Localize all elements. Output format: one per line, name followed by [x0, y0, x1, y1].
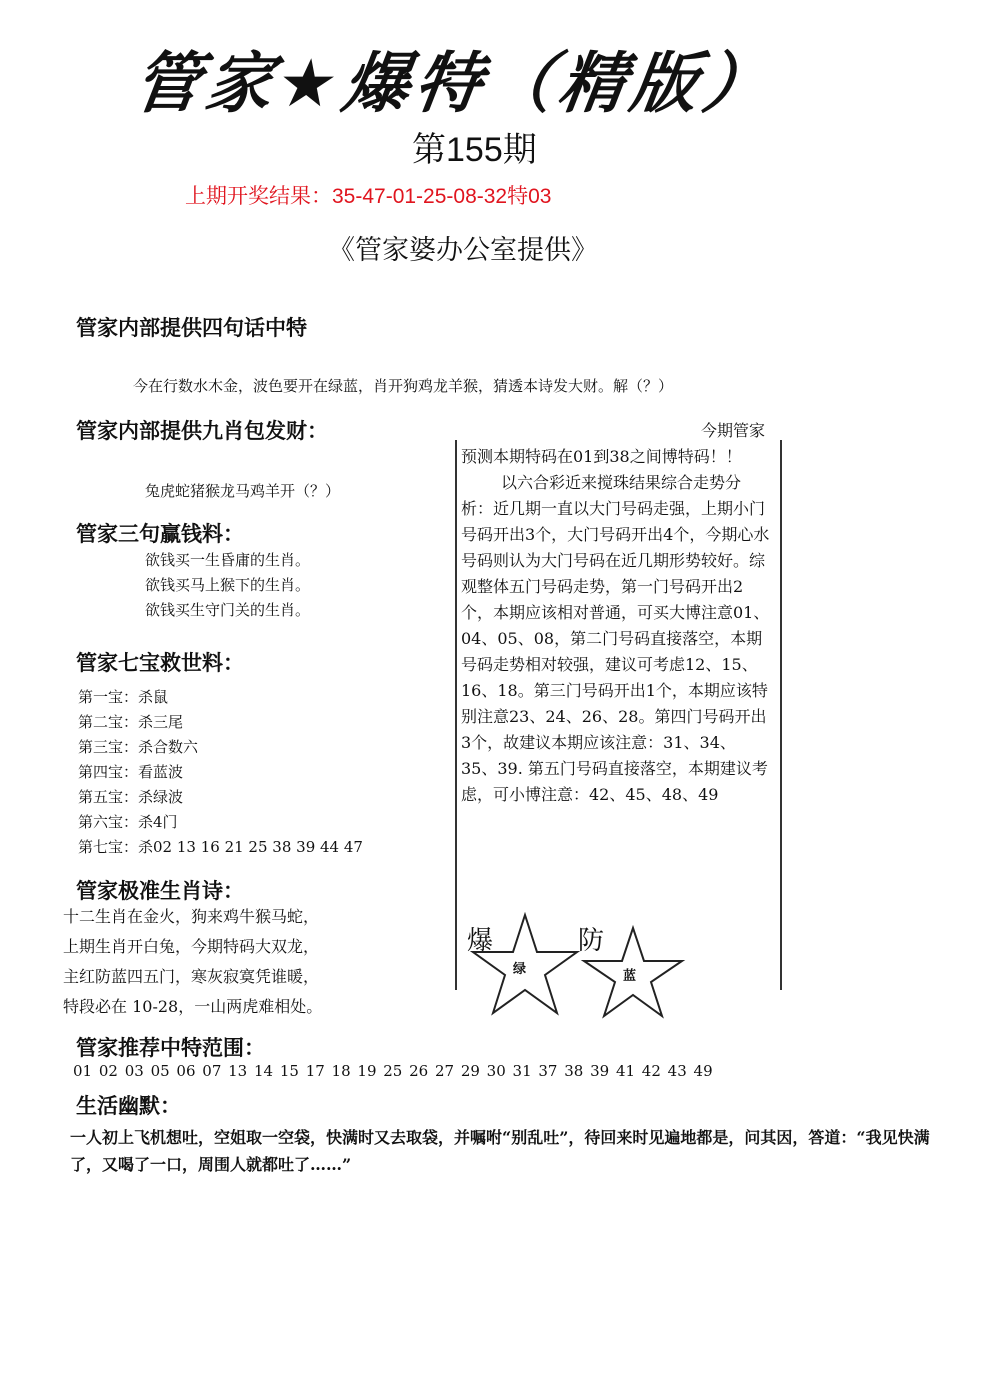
list-item: 第三宝：杀合数六: [78, 738, 199, 756]
humor-heading: 生活幽默：: [76, 1093, 181, 1118]
analysis-text: [461, 418, 771, 808]
last-result: 上期开奖结果：35-47-01-25-08-32特03: [185, 185, 552, 208]
poem-line: 主红防蓝四五门，寒灰寂寞凭谁暖，: [63, 967, 320, 986]
page-title: 管家★爆特（精版）: [128, 45, 781, 122]
four-sentence-heading: 管家内部提供四句话中特: [76, 315, 307, 340]
star-inner-blue: 蓝: [623, 969, 637, 984]
issue-number: 第155期: [412, 131, 537, 169]
analysis-body: 以六合彩近来搅珠结果综合走势分析：近几期一直以大门号码走强，上期小门号码开出3个，大门号码开出4个，今期心水号码则认为大门号码在近几期形势较好。综观整体五门号码走势，第一门号码开出2个，本期应该相对普通，可买大博注意01、04、05、08，第二门号码直接落空，本期号码走势相对较强，建议可考虑12、15、16、18。第三门号码开出1个，本期应该特别注意23、24、26、28。第四门号码开出3个，故建议本期应该注意：31、34、35、39. 第五门号码直接落空，本期建议考虑，可小博注意：42、45、48、49: [461, 473, 770, 804]
list-item: 欲钱买马上猴下的生肖。: [145, 576, 311, 594]
analysis-prediction: 今期管家预测本期特码在01到38之间博特码！！: [461, 421, 766, 466]
nine-zodiac-text: 兔虎蛇猪猴龙马鸡羊开（？）: [145, 482, 341, 500]
four-sentence-text: 今在行数水木金，波色要开在绿蓝，肖开狗鸡龙羊猴，猜透本诗发大财。解（？）: [133, 377, 674, 395]
humor-text: 一人初上飞机想吐，空姐取一空袋，快满时又去取袋，并嘱咐“别乱吐”，待回来时见遍地都是，问其因，答道：“我见快满了，又喝了一口，周围人就都吐了……”: [70, 1128, 930, 1174]
three-sentence-list: [145, 548, 310, 623]
seven-treasure-heading: 管家七宝救世料：: [76, 650, 244, 675]
seven-treasure-list: [78, 685, 363, 860]
recommend-heading: 管家推荐中特范围：: [76, 1035, 265, 1060]
list-item: 第六宝：杀4门: [78, 813, 178, 831]
zodiac-poem-heading: 管家极准生肖诗：: [76, 878, 244, 903]
star-label-explode: 爆: [467, 926, 494, 956]
poem-line: 十二生肖在金火，狗来鸡牛猴马蛇，: [63, 907, 320, 926]
poem-line: 特段必在 10-28，一山两虎难相处。: [63, 997, 323, 1016]
poem-line: 上期生肖开白兔，今期特码大双龙，: [63, 937, 320, 956]
star-inner-green: 绿: [513, 962, 527, 977]
list-item: 欲钱买一生昏庸的生肖。: [145, 551, 311, 569]
list-item: 第七宝：杀02 13 16 21 25 38 39 44 47: [78, 838, 363, 856]
list-item: 第五宝：杀绿波: [78, 788, 184, 806]
list-item: 第二宝：杀三尾: [78, 713, 184, 731]
zodiac-poem: [63, 902, 322, 1022]
nine-zodiac-heading: 管家内部提供九肖包发财：: [76, 418, 328, 443]
provider-line: 《管家婆办公室提供》: [328, 235, 598, 266]
list-item: 第一宝：杀鼠: [78, 688, 169, 706]
three-sentence-heading: 管家三句赢钱料：: [76, 521, 244, 546]
list-item: 欲钱买生守门关的生肖。: [145, 601, 311, 619]
recommend-numbers: 01 02 03 05 06 07 13 14 15 17 18 19 25 26 27 29 30 31 37 38 39 41 42 43 49: [73, 1062, 713, 1080]
list-item: 第四宝：看蓝波: [78, 763, 184, 781]
star-label-guard: 防: [578, 926, 605, 956]
